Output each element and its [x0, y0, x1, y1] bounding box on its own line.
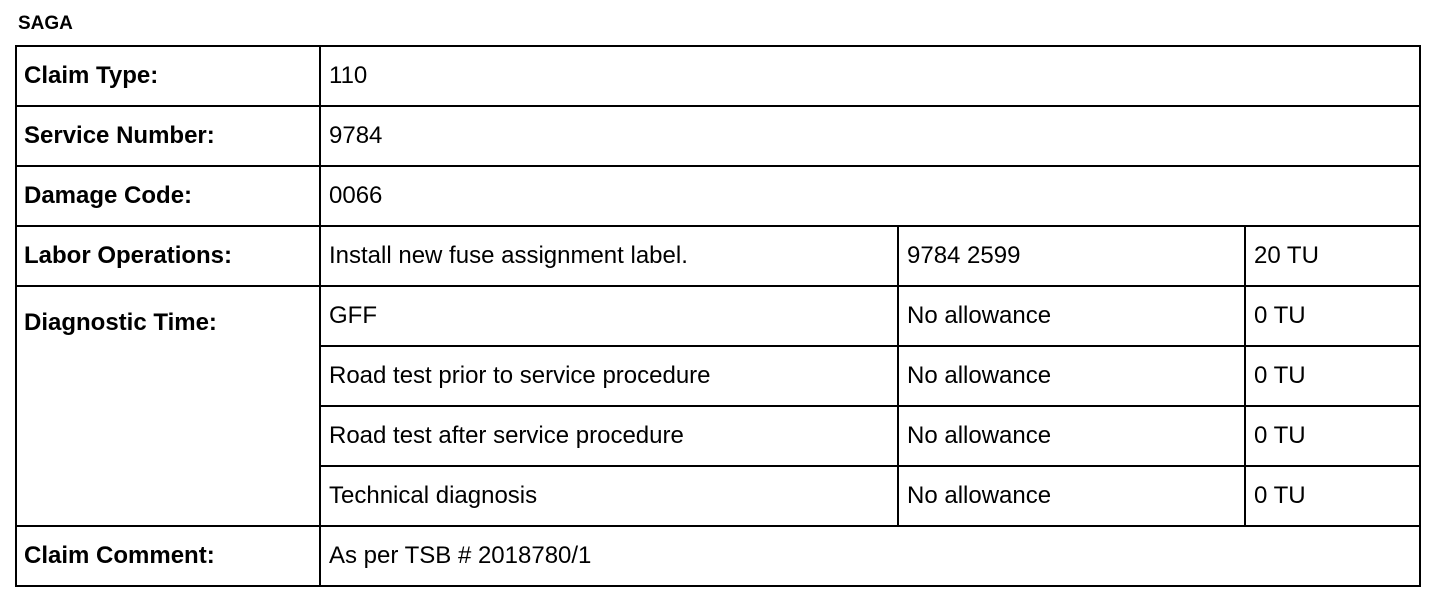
diagnostic-description: Road test prior to service procedure [320, 346, 898, 406]
damage-code-label: Damage Code: [16, 166, 320, 226]
claim-type-row [16, 46, 1420, 106]
diagnostic-time-value: 0 TU [1245, 346, 1420, 406]
claim-table [15, 45, 1421, 587]
labor-operations-label: Labor Operations: [16, 226, 320, 286]
claim-comment-row [16, 526, 1420, 586]
claim-comment-value: As per TSB # 2018780/1 [320, 526, 1420, 586]
labor-operation-description: Install new fuse assignment label. [320, 226, 898, 286]
damage-code-row [16, 166, 1420, 226]
claim-comment-label: Claim Comment: [16, 526, 320, 586]
diagnostic-time-label: Diagnostic Time: [16, 286, 320, 526]
service-number-row [16, 106, 1420, 166]
diagnostic-time-value: 0 TU [1245, 406, 1420, 466]
service-number-value: 9784 [320, 106, 1420, 166]
labor-operation-time: 20 TU [1245, 226, 1420, 286]
claim-type-value: 110 [320, 46, 1420, 106]
document-heading: SAGA [18, 13, 73, 34]
labor-operations-row [16, 226, 1420, 286]
diagnostic-description: Technical diagnosis [320, 466, 898, 526]
diagnostic-description: Road test after service procedure [320, 406, 898, 466]
diagnostic-description: GFF [320, 286, 898, 346]
diagnostic-time-value: 0 TU [1245, 466, 1420, 526]
claim-type-label: Claim Type: [16, 46, 320, 106]
diagnostic-allowance: No allowance [898, 286, 1245, 346]
diagnostic-allowance: No allowance [898, 346, 1245, 406]
labor-operation-code: 9784 2599 [898, 226, 1245, 286]
damage-code-value: 0066 [320, 166, 1420, 226]
diagnostic-allowance: No allowance [898, 406, 1245, 466]
diagnostic-time-value: 0 TU [1245, 286, 1420, 346]
service-number-label: Service Number: [16, 106, 320, 166]
diagnostic-row [16, 286, 1420, 346]
diagnostic-allowance: No allowance [898, 466, 1245, 526]
